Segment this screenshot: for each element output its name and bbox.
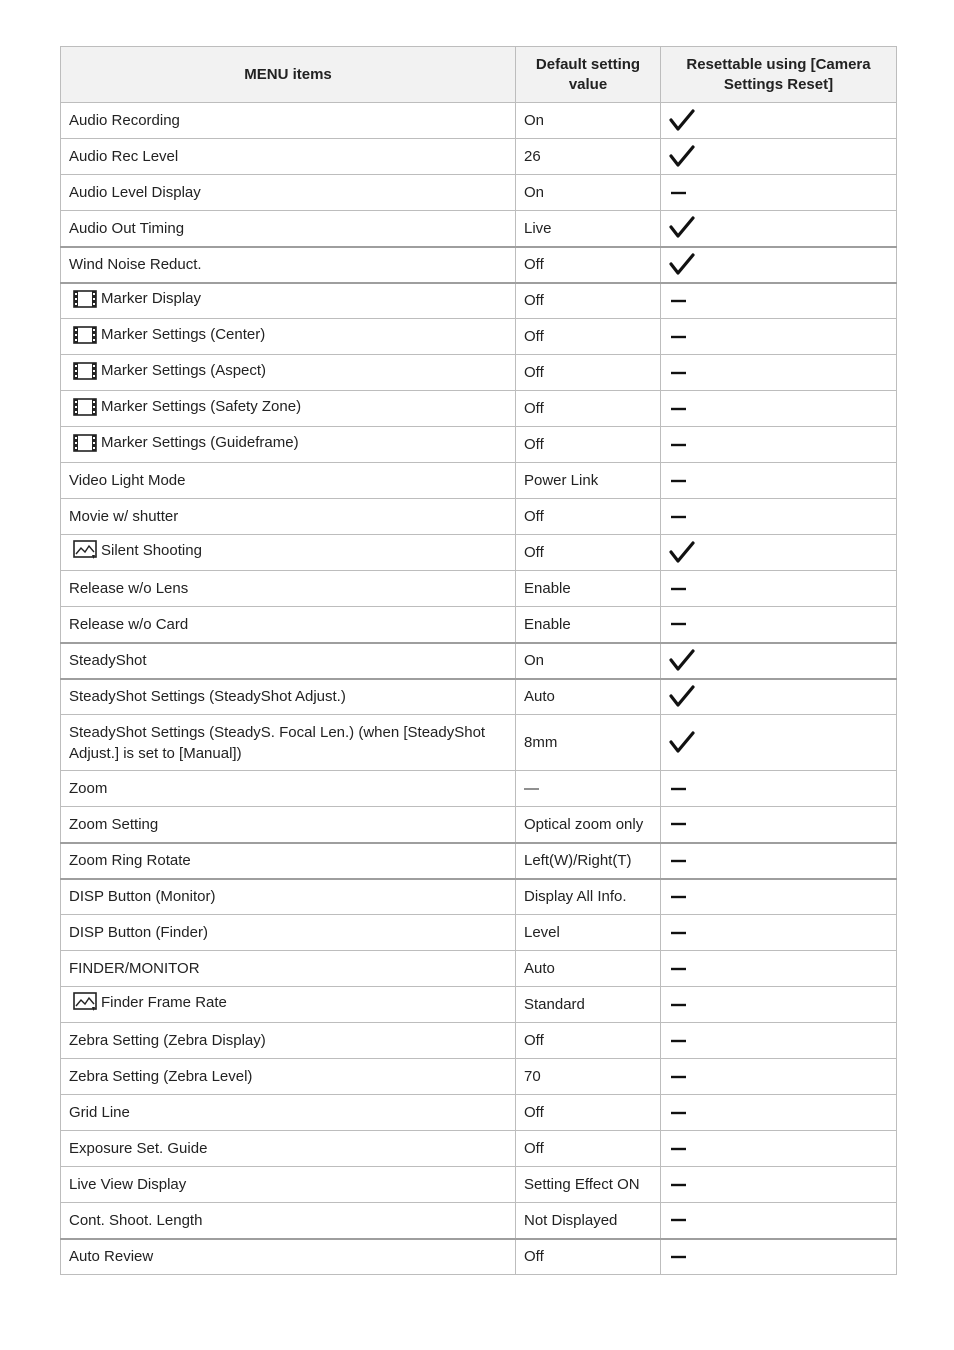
default-value-cell: On	[516, 103, 661, 139]
menu-item-cell	[61, 679, 516, 715]
menu-item-cell	[61, 1167, 516, 1203]
dash-icon	[661, 843, 897, 879]
table-row	[61, 319, 897, 355]
table-row	[61, 535, 897, 571]
menu-item-label: Exposure Set. Guide	[69, 1140, 208, 1157]
menu-item-label: Video Light Mode	[69, 472, 186, 489]
dash-icon	[661, 283, 897, 319]
dash-icon	[661, 1167, 897, 1203]
check-icon	[661, 103, 897, 139]
menu-item-label: Release w/o Card	[69, 615, 189, 633]
header-row	[61, 47, 897, 103]
menu-item-label: DISP Button (Finder)	[69, 924, 208, 941]
menu-item-cell	[61, 535, 516, 571]
table-row	[61, 283, 897, 319]
menu-item-label: Marker Settings (Guideframe)	[101, 433, 299, 451]
menu-item-cell	[61, 951, 516, 987]
table-row	[61, 1023, 897, 1059]
default-value-cell: Left(W)/Right(T)	[516, 843, 661, 879]
menu-item-label: Audio Level Display	[69, 184, 201, 201]
menu-item-cell	[61, 643, 516, 679]
check-icon	[661, 715, 897, 771]
menu-item-cell	[61, 391, 516, 427]
dash-icon	[661, 1095, 897, 1131]
menu-item-label: Zebra Setting (Zebra Level)	[69, 1068, 253, 1085]
table-row	[61, 175, 897, 211]
table-row	[61, 643, 897, 679]
menu-item-cell	[61, 843, 516, 879]
menu-item-label: Marker Settings (Center)	[101, 325, 266, 343]
menu-item-cell	[61, 103, 516, 139]
menu-item-cell	[61, 1239, 516, 1275]
movie-mode-icon	[73, 290, 97, 314]
default-value-cell: Optical zoom only	[516, 807, 661, 843]
table-row	[61, 1239, 897, 1275]
menu-item-cell	[61, 247, 516, 283]
menu-item-cell	[61, 879, 516, 915]
menu-item-cell	[61, 283, 516, 319]
menu-item-cell	[61, 1059, 516, 1095]
check-icon	[661, 535, 897, 571]
dash-icon	[661, 951, 897, 987]
still-image-mode-icon	[73, 540, 97, 566]
table-row	[61, 463, 897, 499]
table-row	[61, 103, 897, 139]
check-icon	[661, 247, 897, 283]
default-value-cell: 26	[516, 139, 661, 175]
dash-icon	[661, 1023, 897, 1059]
dash-icon	[661, 807, 897, 843]
menu-item-cell	[61, 1203, 516, 1239]
default-value-cell: Enable	[516, 607, 661, 643]
default-value-cell: 70	[516, 1059, 661, 1095]
default-value-cell: Auto	[516, 679, 661, 715]
movie-mode-icon	[73, 398, 97, 422]
default-value-cell: Enable	[516, 571, 661, 607]
movie-mode-icon	[73, 434, 97, 458]
table-row	[61, 1167, 897, 1203]
default-value-cell: Not Displayed	[516, 1203, 661, 1239]
menu-item-label: Silent Shooting	[101, 541, 202, 559]
table-row	[61, 391, 897, 427]
movie-mode-icon	[73, 362, 97, 386]
menu-item-label: Zebra Setting (Zebra Display)	[69, 1032, 266, 1049]
menu-item-cell	[61, 499, 516, 535]
menu-item-label: DISP Button (Monitor)	[69, 888, 216, 906]
dash-icon	[661, 1059, 897, 1095]
menu-item-cell	[61, 139, 516, 175]
dash-icon	[661, 1203, 897, 1239]
dash-icon	[661, 571, 897, 607]
table-row	[61, 247, 897, 283]
table-row	[61, 1095, 897, 1131]
menu-item-label: Marker Settings (Aspect)	[101, 361, 267, 379]
menu-item-label: Grid Line	[69, 1104, 130, 1121]
dash-icon	[661, 1239, 897, 1275]
menu-item-cell	[61, 211, 516, 247]
menu-item-cell	[61, 463, 516, 499]
menu-item-cell	[61, 987, 516, 1023]
table-row	[61, 355, 897, 391]
default-value-cell: On	[516, 643, 661, 679]
default-value-cell: Off	[516, 1239, 661, 1275]
check-icon	[661, 679, 897, 715]
menu-item-label: Zoom	[69, 780, 108, 797]
menu-item-label: Finder Frame Rate	[101, 993, 227, 1011]
dash-icon	[661, 391, 897, 427]
menu-item-cell	[61, 607, 516, 643]
dash-icon	[661, 355, 897, 391]
menu-item-label: SteadyShot Settings (SteadyShot Adjust.)	[69, 688, 346, 706]
default-value-cell: Off	[516, 391, 661, 427]
check-icon	[661, 139, 897, 175]
menu-item-cell	[61, 355, 516, 391]
check-icon	[661, 643, 897, 679]
table-row	[61, 951, 897, 987]
menu-item-cell	[61, 1023, 516, 1059]
table-row	[61, 843, 897, 879]
table-row	[61, 987, 897, 1023]
table-row	[61, 771, 897, 807]
table-row	[61, 1131, 897, 1167]
table-row	[61, 427, 897, 463]
menu-item-label: Zoom Ring Rotate	[69, 852, 191, 869]
menu-item-label: Movie w/ shutter	[69, 508, 179, 525]
default-value-cell: Off	[516, 1131, 661, 1167]
menu-item-label: Cont. Shoot. Length	[69, 1211, 203, 1229]
default-value-cell: Auto	[516, 951, 661, 987]
menu-item-cell	[61, 807, 516, 843]
menu-item-label: SteadyShot Settings (SteadyS. Focal Len.) (when [SteadyShot Adjust.] is set to [Manual])	[69, 723, 486, 762]
dash-icon	[661, 175, 897, 211]
menu-item-cell	[61, 175, 516, 211]
dash-icon	[661, 319, 897, 355]
menu-item-cell	[61, 1131, 516, 1167]
table-row	[61, 715, 897, 771]
default-value-cell: —	[516, 771, 661, 807]
default-value-cell: Off	[516, 535, 661, 571]
default-value-cell: Live	[516, 211, 661, 247]
menu-item-label: SteadyShot	[69, 652, 147, 669]
dash-icon	[661, 499, 897, 535]
menu-item-label: Auto Review	[69, 1248, 154, 1266]
default-value-cell: Display All Info.	[516, 879, 661, 915]
movie-mode-icon	[73, 326, 97, 350]
default-value-cell: 8mm	[516, 715, 661, 771]
dash-icon	[661, 427, 897, 463]
menu-item-label: Live View Display	[69, 1176, 187, 1193]
table-row	[61, 1059, 897, 1095]
menu-item-label: FINDER/MONITOR	[69, 960, 200, 977]
default-value-cell: Off	[516, 283, 661, 319]
header-resettable: Resettable using [Camera Settings Reset]	[661, 47, 897, 103]
dash-icon	[661, 1131, 897, 1167]
menu-item-label: Audio Rec Level	[69, 148, 179, 165]
default-value-cell: Off	[516, 1023, 661, 1059]
menu-item-cell	[61, 319, 516, 355]
default-value-cell: Standard	[516, 987, 661, 1023]
table-row	[61, 499, 897, 535]
dash-icon	[661, 879, 897, 915]
menu-item-label: Audio Out Timing	[69, 219, 185, 237]
menu-item-label: Audio Recording	[69, 112, 180, 129]
settings-table	[60, 46, 897, 1275]
menu-item-cell	[61, 915, 516, 951]
header-menu-items: MENU items	[61, 47, 516, 103]
dash-icon	[661, 463, 897, 499]
menu-item-label: Zoom Setting	[69, 815, 159, 833]
dash-icon	[661, 771, 897, 807]
dash-icon	[661, 915, 897, 951]
menu-item-cell	[61, 771, 516, 807]
default-value-cell: Power Link	[516, 463, 661, 499]
dash-icon	[661, 987, 897, 1023]
table-row	[61, 211, 897, 247]
menu-item-cell	[61, 715, 516, 771]
table-row	[61, 679, 897, 715]
table-row	[61, 571, 897, 607]
default-value-cell: Off	[516, 427, 661, 463]
default-value-cell: Off	[516, 355, 661, 391]
dash-icon	[661, 607, 897, 643]
check-icon	[661, 211, 897, 247]
default-value-cell: Off	[516, 247, 661, 283]
default-value-cell: On	[516, 175, 661, 211]
default-value-cell: Off	[516, 1095, 661, 1131]
table-row	[61, 807, 897, 843]
still-image-mode-icon	[73, 992, 97, 1018]
header-default-value: Default setting value	[516, 47, 661, 103]
menu-item-cell	[61, 1095, 516, 1131]
menu-item-label: Marker Settings (Safety Zone)	[101, 397, 302, 415]
menu-item-cell	[61, 571, 516, 607]
table-row	[61, 915, 897, 951]
table-row	[61, 139, 897, 175]
table-row	[61, 879, 897, 915]
menu-item-cell	[61, 427, 516, 463]
table-body	[61, 103, 897, 1275]
menu-item-label: Release w/o Lens	[69, 580, 189, 597]
menu-item-label: Marker Display	[101, 289, 202, 307]
menu-item-label: Wind Noise Reduct.	[69, 256, 202, 273]
default-value-cell: Off	[516, 319, 661, 355]
table-row	[61, 1203, 897, 1239]
default-value-cell: Level	[516, 915, 661, 951]
table-row	[61, 607, 897, 643]
default-value-cell: Setting Effect ON	[516, 1167, 661, 1203]
default-value-cell: Off	[516, 499, 661, 535]
